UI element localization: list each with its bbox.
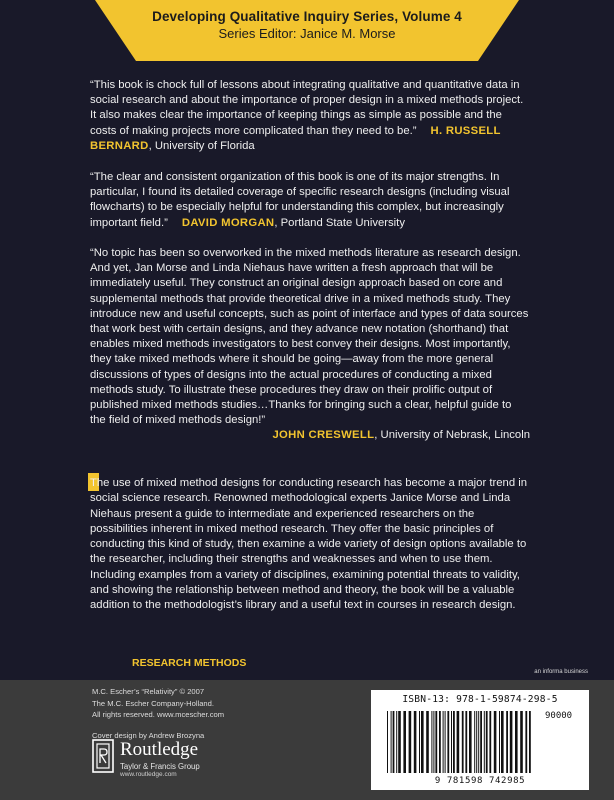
barcode-bar — [478, 711, 479, 773]
cover-design-credit: Cover design by Andrew Brozyna — [92, 730, 205, 740]
credit-line: The M.C. Escher Company-Holland. — [92, 698, 214, 708]
price-code: 90000 — [545, 711, 573, 721]
barcode-bar — [393, 711, 395, 773]
barcode-bar — [476, 711, 477, 773]
informa-note: an informa business — [534, 669, 588, 675]
credit-line: M.C. Escher’s “Relativity” © 2007 — [92, 687, 205, 696]
quote-author: DAVID MORGAN — [181, 216, 275, 229]
barcode-bar — [426, 711, 429, 773]
barcode-bar — [396, 711, 397, 773]
quote-affiliation: , Portland State University — [274, 216, 405, 229]
endorsement-quote — [90, 246, 530, 444]
barcode-bar — [403, 711, 406, 773]
credit-line: All rights reserved. www.mcescher.com — [92, 710, 225, 719]
barcode-bar — [439, 711, 441, 773]
subject-category: RESEARCH METHODS — [132, 657, 247, 669]
barcode-bar — [457, 711, 460, 773]
barcode-bar — [525, 711, 527, 773]
barcode-bar — [474, 711, 475, 773]
barcode-bar — [451, 711, 452, 773]
barcode-bar — [462, 711, 464, 773]
publisher-group: Taylor & Francis Group — [120, 762, 200, 771]
barcode-bar — [465, 711, 467, 773]
barcode-bar — [431, 711, 432, 773]
routledge-mark-icon — [92, 739, 116, 775]
publisher-url: www.routledge.com — [120, 771, 177, 778]
barcode-panel — [371, 690, 589, 790]
barcode-bar — [515, 711, 518, 773]
quote-text: “The clear and consistent organization of this book is one of its major strengths. In particular, I found its detailed coverage of specific research designs (including visual flowcharts) to be especially helpful for understanding this complex, but increasingly important field.” — [90, 171, 510, 229]
quote-affiliation: , University of Florida — [148, 139, 255, 152]
publisher-logo — [92, 739, 292, 779]
quote-author: JOHN CRESWELL — [272, 429, 375, 442]
barcode-bar — [469, 711, 472, 773]
barcode-bar — [443, 711, 444, 773]
publisher-name: Routledge — [120, 739, 199, 760]
ean-digits: 9 781598 742985 — [434, 776, 526, 786]
barcode-bar — [435, 711, 437, 773]
barcode-bar — [409, 711, 412, 773]
series-banner — [0, 0, 614, 62]
barcode-bar — [520, 711, 523, 773]
barcode-bar — [480, 711, 482, 773]
barcode-bar — [529, 711, 531, 773]
barcode-bar — [494, 711, 497, 773]
endorsement-quote — [90, 78, 530, 154]
barcode-bar — [387, 711, 388, 773]
barcode-bar — [484, 711, 485, 773]
series-title: Developing Qualitative Inquiry Series, Volume 4 — [152, 9, 462, 24]
barcode-bar — [501, 711, 504, 773]
barcode-bar — [447, 711, 449, 773]
barcode-bar — [421, 711, 424, 773]
barcode-bar — [433, 711, 434, 773]
barcode-bar — [510, 711, 513, 773]
quote-text: “No topic has been so overworked in the mixed methods literature as research design. And yet, Jan Morse and Linda Niehaus have written a fresh approach that will be immediately useful. They construct an original design approach based on core and supplemental methods that provide theoretical drive in a mixed methods study. They introduce new and useful concepts, such as point of interface and types of data sources that work best with certain designs, and they advance new notation (shorthand) that enables mixed methods investigators to best convey their designs. Most importantly, they take mixed methods where it should be going—away from the more general discussions of types of designs into the actual procedures of conducting a mixed methods study. To illustrate these procedures they draw on their prolific output of published mixed methods studies…Thanks for bringing such a clear, helpful guide to the field of mixed methods design!” — [90, 247, 529, 427]
endorsement-quote — [90, 170, 530, 231]
barcode-bar — [499, 711, 500, 773]
book-description: The use of mixed method designs for conducting research has become a major trend in social science research. Renowned methodological experts Janice Morse and Linda Niehaus present a guide to intermediate and experienced researchers on the possibilities inherent in mixed method research. They offer the basic principles of conducting this kind of study, then examine a wide variety of design options available to the researcher, including their strengths and weaknesses and when to use them. Including examples from a variety of disciplines, examining potential threats to validity, and showing the relationship between method and theory, the book will be a valuable addition to the methodologist’s library and a useful text in courses in research design. — [90, 477, 528, 612]
barcode-bar — [398, 711, 401, 773]
cover-credits — [92, 686, 224, 741]
barcode-bar — [414, 711, 417, 773]
barcode-bar — [419, 711, 420, 773]
barcode-bar — [453, 711, 455, 773]
barcode-bar — [486, 711, 488, 773]
barcode-bar — [391, 711, 392, 773]
ean-barcode — [385, 711, 535, 775]
quote-text: “This book is chock full of lessons about integrating qualitative and quantitative data in social research and about the importance of proper design in a mixed methods project. It also makes clear the importance of keeping things as simple as possible and the costs of making projects more complicated than they need to be.” — [90, 79, 524, 137]
quote-affiliation: , University of Nebrask, Lincoln — [374, 429, 530, 442]
quote-author: H. RUSSELL BERNARD — [90, 124, 501, 152]
isbn-label: ISBN-13: 978-1-59874-298-5 — [402, 694, 558, 705]
barcode-bar — [506, 711, 508, 773]
series-editor: Series Editor: Janice M. Morse — [218, 26, 396, 41]
barcode-bar — [489, 711, 491, 773]
barcode-bar — [445, 711, 446, 773]
